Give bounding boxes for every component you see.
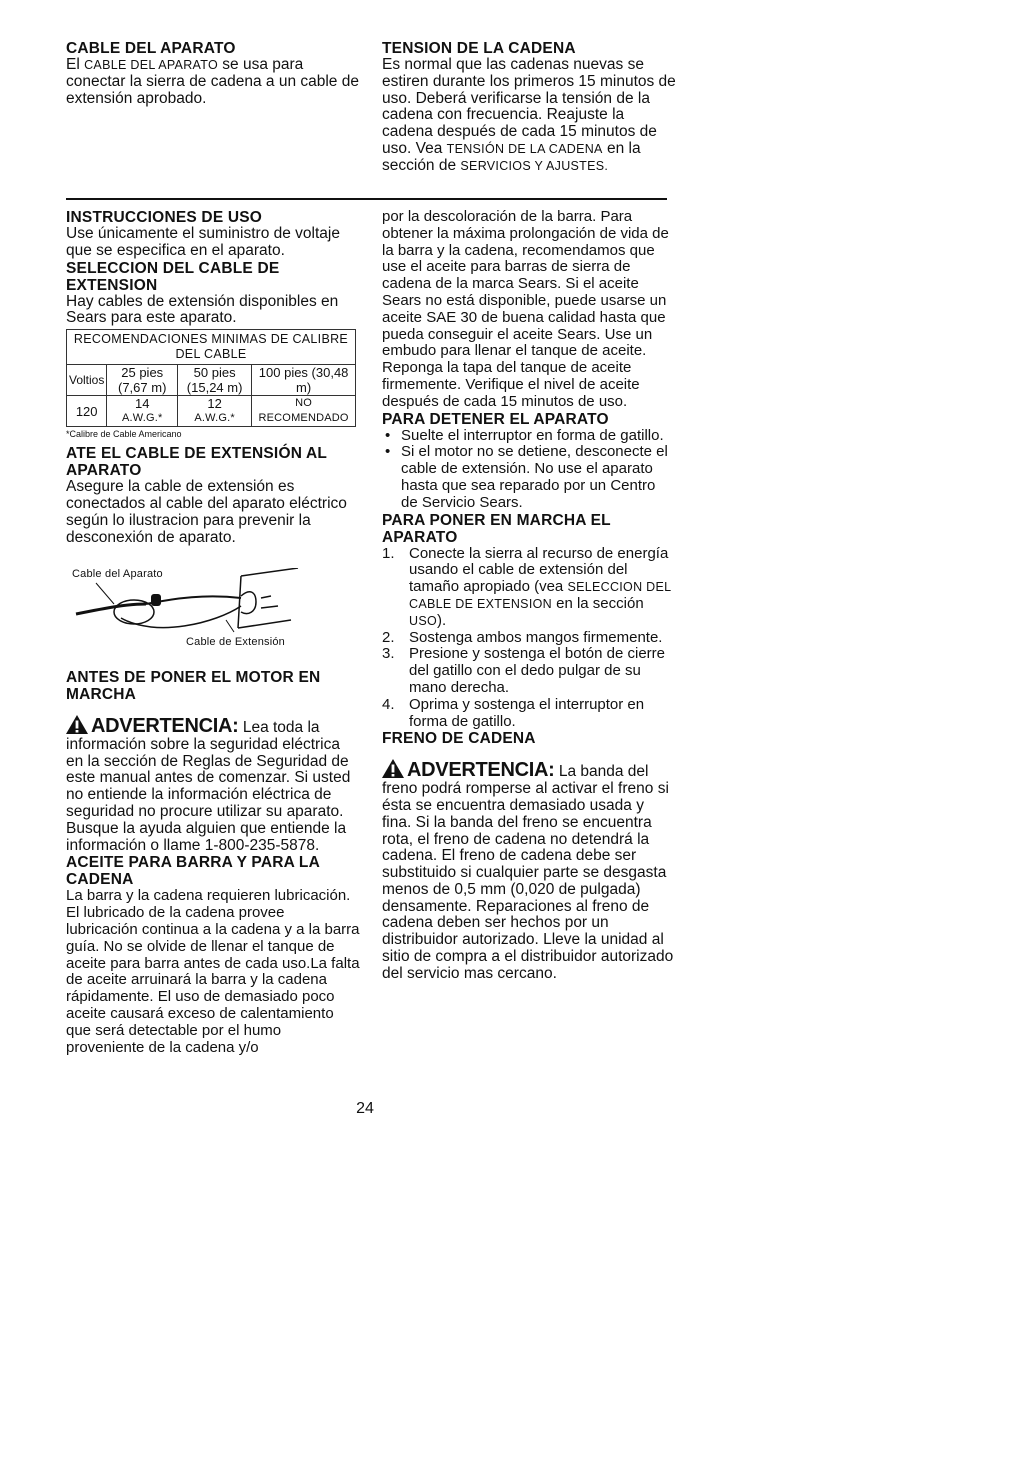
cable-illustration — [66, 568, 306, 650]
list-item: 4. Oprima y sostenga el interruptor en forma de gatillo. — [382, 695, 645, 730]
page-number: 24 — [356, 1100, 374, 1117]
table-volts-value: 120 — [67, 396, 107, 427]
section-tension — [382, 40, 676, 175]
paragraph-aceite-left: La barra y la cadena requieren lubricación. El lubricado de la cadena provee lubricación continua a la cadena y a la barra guía. No se olvide de llenar el tanque de aceite para barra antes de cada uso.La falta de aceite arruinará la barra y la cadena rápidamente. El uso de demasiado poco aceite causará exceso de calentamiento que será detectable por el humo proveniente de la cadena y/o — [66, 887, 360, 1056]
warning-triangle-icon — [382, 759, 404, 778]
figure-label-aparato: Cable del Aparato — [72, 568, 163, 580]
heading-detener: PARA DETENER EL APARATO — [382, 410, 609, 428]
table-cell-25: 14 A.W.G.* — [107, 396, 178, 427]
cable-gauge-table — [66, 329, 356, 427]
figure-label-extension: Cable de Extensión — [186, 636, 285, 648]
paragraph-instrucciones: Use únicamente el suministro de voltaje que se especifica en el aparato. — [66, 225, 340, 259]
heading-instrucciones: INSTRUCCIONES DE USO — [66, 209, 263, 226]
heading-marcha: PARA PONER EN MARCHA EL APARATO — [382, 511, 611, 546]
heading-aceite: ACEITE PARA BARRA Y PARA LA CADENA — [66, 854, 320, 889]
table-col-100: 100 pies (30,48 m) — [252, 365, 356, 396]
warning-triangle-icon — [66, 715, 88, 734]
section-cable-del-aparato — [66, 40, 360, 107]
list-item: • Si el motor no se detiene, desconecte el cable de extensión. No use el aparato hasta que sea reparado por un Centro de Servicio Sears. — [382, 444, 676, 511]
heading-tension: TENSION DE LA CADENA — [382, 40, 576, 57]
paragraph-ate: Asegure la cable de extensión es conectados al cable del aparato eléctrico según lo ilustracion para prevenir la desconexión de aparato. — [66, 478, 347, 546]
table-title: RECOMENDACIONES MINIMAS DE CALIBRE DEL CABLE — [67, 330, 356, 365]
section-antes — [66, 669, 360, 1056]
horizontal-rule — [66, 198, 667, 200]
paragraph-tension: Es normal que las cadenas nuevas se estiren durante los primeros 15 minutos de uso. Deberá verificarse la tensión de la cadena con frecuencia. Reajuste la cadena después de cada 15 minutos de uso. Vea TENSIÓN DE LA CADENA en la sección de SERVICIOS Y AJUSTES. — [382, 56, 676, 174]
heading-seleccion: SELECCION DEL CABLE DE EXTENSION — [66, 259, 280, 294]
table-cell-50: 12 A.W.G.* — [178, 396, 252, 427]
heading-antes: ANTES DE PONER EL MOTOR EN MARCHA — [66, 669, 321, 703]
heading-freno: FRENO DE CADENA — [382, 730, 536, 748]
heading-cable-del-aparato: CABLE DEL APARATO — [66, 40, 236, 57]
list-item: 3. Presione y sostenga el botón de cierre del gatillo con el dedo pulgar de su mano derecha. — [382, 645, 665, 696]
detener-list — [382, 428, 676, 512]
paragraph-seleccion: Hay cables de extensión disponibles en Sears para este aparato. — [66, 292, 339, 327]
heading-ate: ATE EL CABLE DE EXTENSIÓN AL APARATO — [66, 445, 327, 480]
section-instrucciones — [66, 209, 360, 546]
table-col-25: 25 pies (7,67 m) — [107, 365, 178, 396]
warning-freno: ADVERTENCIA: La banda del freno podrá romperse al activar el freno si ésta se encuentra demasiado usada y fina. Si la banda del freno se encuentra rota, el freno de cadena no detendrá la cadena. El freno de cadena debe ser substituido si cualquier parte se desgasta menos de 0,5 mm (0,020 de pulgada) densamente. Reparaciones al freno de cadena deben ser hechos por un distribuidor autorizado. Lleve la unidad al sitio de compra a el distribuidor autorizado del servicio mas cercano. — [382, 759, 674, 982]
table-cell-100: NO RECOMENDADO — [252, 396, 356, 427]
table-col-50: 50 pies (15,24 m) — [178, 365, 252, 396]
list-item: 1. Conecte la sierra al recurso de energía usando el cable de extensión del tamaño apropiado (vea SELECCION DEL CABLE DE EXTENSION en la sección USO). — [382, 544, 671, 629]
marcha-list — [382, 546, 676, 731]
section-right-column — [382, 209, 676, 983]
paragraph-cable-del-aparato: El CABLE DEL APARATO se usa para conectar la sierra de cadena a un cable de extensión aprobado. — [66, 56, 359, 107]
warning-antes: ADVERTENCIA: Lea toda la información sobre la seguridad eléctrica en la sección de Reglas de Seguridad de este manual antes de comenzar. Si usted no entiende la información eléctrica de seguridad no procure utilizar su aparato. Busque la ayuda alguien que entiende la información o llame 1-800-235-5878. — [66, 715, 351, 854]
list-item: 2. Sostenga ambos mangos firmemente. — [382, 628, 663, 646]
paragraph-aceite-right: por la descoloración de la barra. Para obtener la máxima prolongación de vida de la barra y la cadena, recomendamos que use el aceite para barras de sierra de cadena de la marca Sears. Si el aceite Sears no está disponible, puede usarse un aceite SAE 30 de buena calidad hasta que pueda conseguir el aceite Sears. Use un embudo para llenar el tanque de aceite. Reponga la tapa del tanque de aceite firmemente. Verifique el nivel de aceite después de cada 15 minutos de uso. — [382, 208, 669, 410]
table-footnote: *Calibre de Cable Americano — [66, 429, 182, 440]
table-volts-header: Voltios — [67, 365, 107, 396]
list-item: • Suelte el interruptor en forma de gatillo. — [382, 428, 676, 445]
